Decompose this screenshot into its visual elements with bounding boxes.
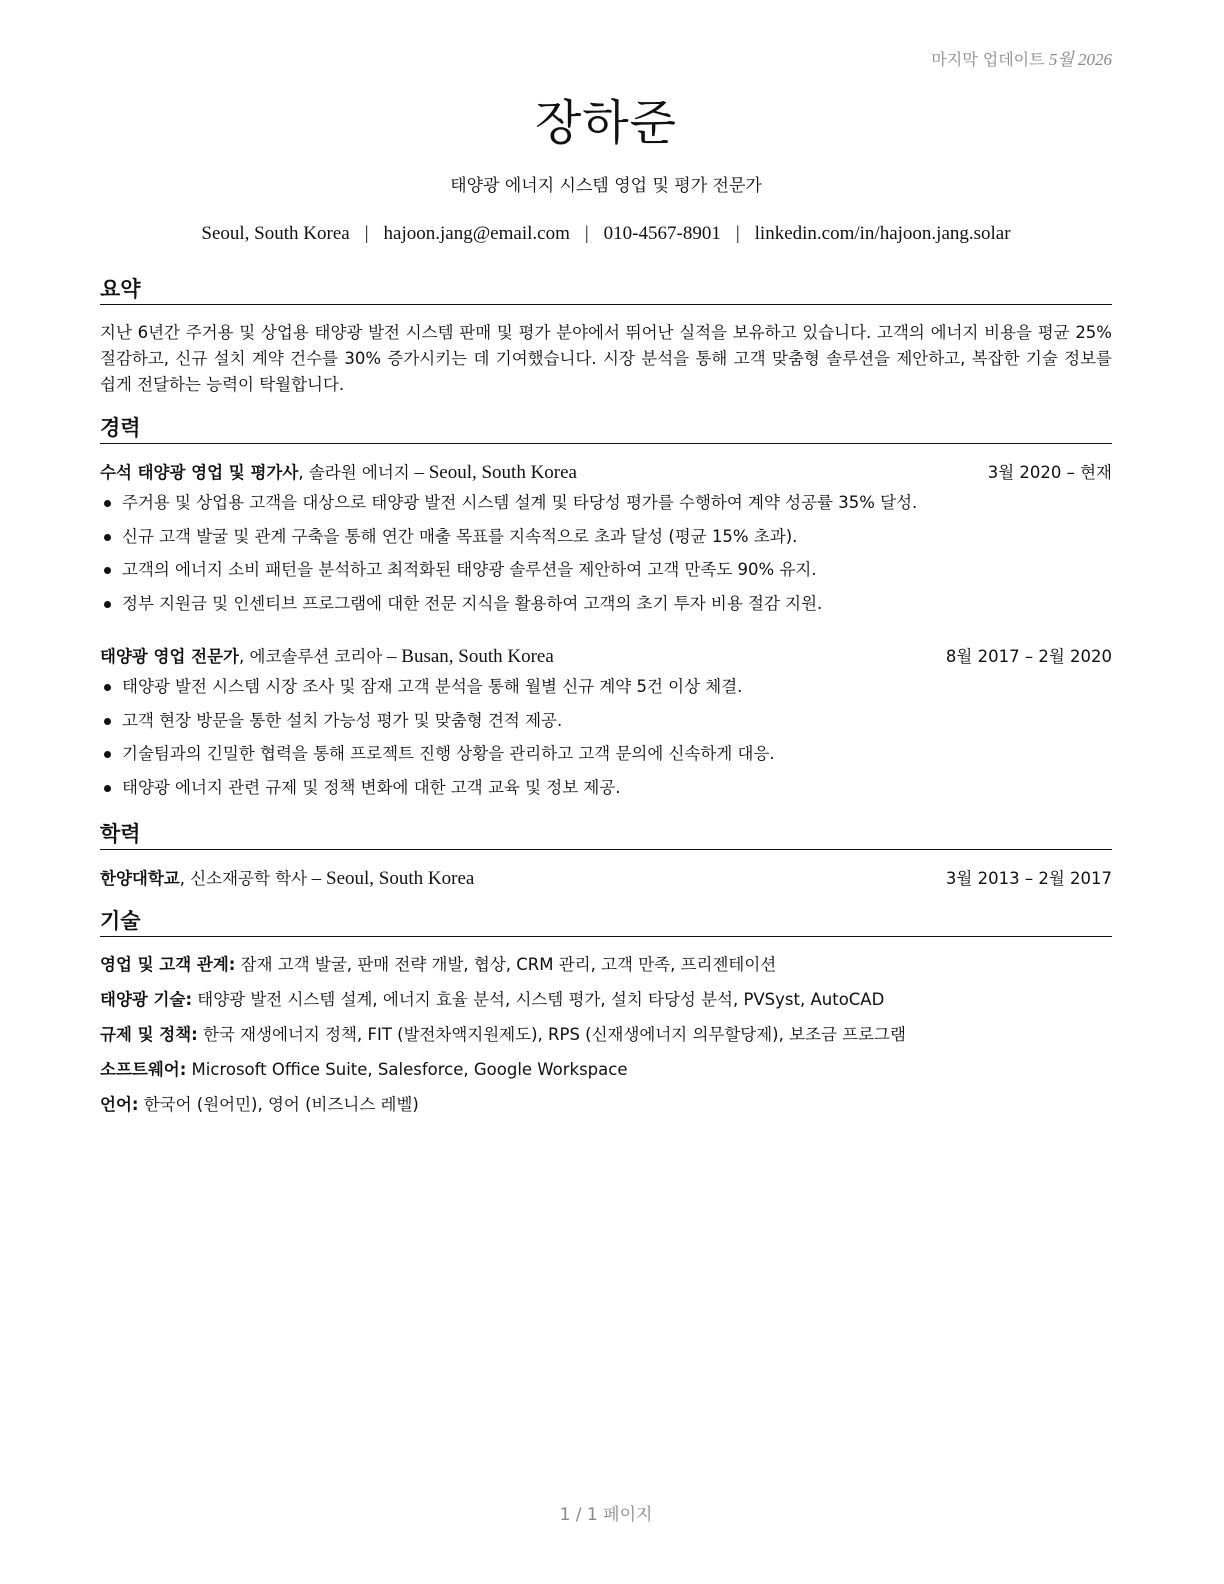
last-updated [931,45,1112,70]
job-location: Busan, South Korea [401,646,554,667]
education-entry: 한양대학교, 신소재공학 학사 – Seoul, South Korea 3월 2013 – 2월 2017 [100,866,1112,892]
skill-value: 태양광 발전 시스템 설계, 에너지 효율 분석, 시스템 평가, 설치 타당성 분석, PVSyst, AutoCAD [197,990,885,1009]
job-dates: 3월 2020 – 현재 [987,463,1112,482]
contact-email[interactable]: hajoon.jang@email.com [383,223,570,244]
job-bullet: 기술팀과의 긴밀한 협력을 통해 프로젝트 진행 상황을 관리하고 고객 문의에 신속하게 대응. [100,741,1112,775]
page-number: 1 / 1 페이지 [559,1505,653,1525]
job-bullet: 신규 고객 발굴 및 관계 구축을 통해 연간 매출 목표를 지속적으로 초과 달성 (평균 15% 초과). [100,524,1112,558]
job-company: 솔라원 에너지 [308,463,410,482]
job-location: Seoul, South Korea [428,462,577,483]
candidate-tagline: 태양광 에너지 시스템 영업 및 평가 전문가 [450,176,762,196]
education-location: Seoul, South Korea [326,868,475,889]
section-heading-education: 학력 [100,821,1112,850]
contact-linkedin[interactable]: linkedin.com/in/hajoon.jang.solar [754,223,1011,244]
job-title: 태양광 영업 전문가 [100,647,240,666]
job-title: 수석 태양광 영업 및 평가사 [100,463,299,482]
summary-text: 지난 6년간 주거용 및 상업용 태양광 발전 시스템 판매 및 평가 분야에서 뛰어난 실적을 보유하고 있습니다. 고객의 에너지 비용을 평균 25% 절감하고, 신규 설치 계약 건수를 30% 증가시키는 데 기여했습니다. 시장 분석을 통해 고객 맞춤형 솔루션을 제안하고, 복잡한 기술 정보를 쉽게 전달하는 능력이 탁월합니다. [100,323,1112,394]
job-bullet: 고객 현장 방문을 통한 설치 가능성 평가 및 맞춤형 견적 제공. [100,708,1112,742]
resume-page [100,0,1112,1584]
job-bullets [100,490,1112,624]
skill-label: 소프트웨어: [100,1060,187,1079]
education-degree: 신소재공학 학사 [190,869,308,888]
section-heading-experience: 경력 [100,415,1112,444]
education-school: 한양대학교 [100,869,180,888]
skill-label: 태양광 기술: [100,990,193,1009]
job-dates: 8월 2017 – 2월 2020 [945,647,1112,666]
bullet-dot-icon [104,751,111,758]
job-bullet: 태양광 발전 시스템 시장 조사 및 잠재 고객 분석을 통해 월별 신규 계약 5건 이상 체결. [100,674,1112,708]
job-bullet: 주거용 및 상업용 고객을 대상으로 태양광 발전 시스템 설계 및 타당성 평가를 수행하여 계약 성공률 35% 달성. [100,490,1112,524]
contact-phone: 010-4567-8901 [603,223,721,244]
bullet-dot-icon [104,534,111,541]
job-company: 에코솔루션 코리아 [249,647,383,666]
skill-row [100,1092,1112,1127]
skill-value: 잠재 고객 발굴, 판매 전략 개발, 협상, CRM 관리, 고객 만족, 프리젠테이션 [240,955,777,974]
bullet-dot-icon [104,500,111,507]
bullet-dot-icon [104,567,111,574]
contact-separator: | [735,223,740,244]
bullet-dot-icon [104,684,111,691]
contact-separator: | [584,223,589,244]
contact-line [100,223,1112,245]
contact-location: Seoul, South Korea [201,223,350,244]
skill-row [100,987,1112,1022]
skill-value: Microsoft Office Suite, Salesforce, Google Workspace [191,1060,628,1079]
skill-label: 규제 및 정책: [100,1025,198,1044]
job-header: 태양광 영업 전문가, 에코솔루션 코리아 – Busan, South Korea 8월 2017 – 2월 2020 [100,644,1112,670]
education-dates: 3월 2013 – 2월 2017 [945,869,1112,888]
job-bullet: 고객의 에너지 소비 패턴을 분석하고 최적화된 태양광 솔루션을 제안하여 고객 만족도 90% 유지. [100,557,1112,591]
bullet-dot-icon [104,785,111,792]
skill-row [100,1022,1112,1057]
skill-value: 한국 재생에너지 정책, FIT (발전차액지원제도), RPS (신재생에너지 의무할당제), 보조금 프로그램 [203,1025,906,1044]
job-bullet: 태양광 에너지 관련 규제 및 정책 변화에 대한 고객 교육 및 정보 제공. [100,775,1112,809]
section-heading-skills: 기술 [100,908,1112,937]
bullet-dot-icon [104,601,111,608]
skill-label: 영업 및 고객 관계: [100,955,236,974]
last-updated-date: 5월 2026 [1048,50,1112,69]
job-bullet: 정부 지원금 및 인센티브 프로그램에 대한 전문 지식을 활용하여 고객의 초기 투자 비용 절감 지원. [100,591,1112,625]
contact-separator: | [364,223,369,244]
job-bullets [100,674,1112,808]
section-heading-summary: 요약 [100,276,1112,305]
candidate-name: 장하준 [534,95,678,151]
skill-label: 언어: [100,1095,139,1114]
job-header: 수석 태양광 영업 및 평가사, 솔라원 에너지 – Seoul, South Korea 3월 2020 – 현재 [100,460,1112,486]
bullet-dot-icon [104,718,111,725]
last-updated-label: 마지막 업데이트 [931,50,1045,69]
skill-row [100,952,1112,987]
skill-row [100,1057,1112,1092]
skill-value: 한국어 (원어민), 영어 (비즈니스 레벨) [143,1095,419,1114]
skills-list [100,952,1112,1127]
